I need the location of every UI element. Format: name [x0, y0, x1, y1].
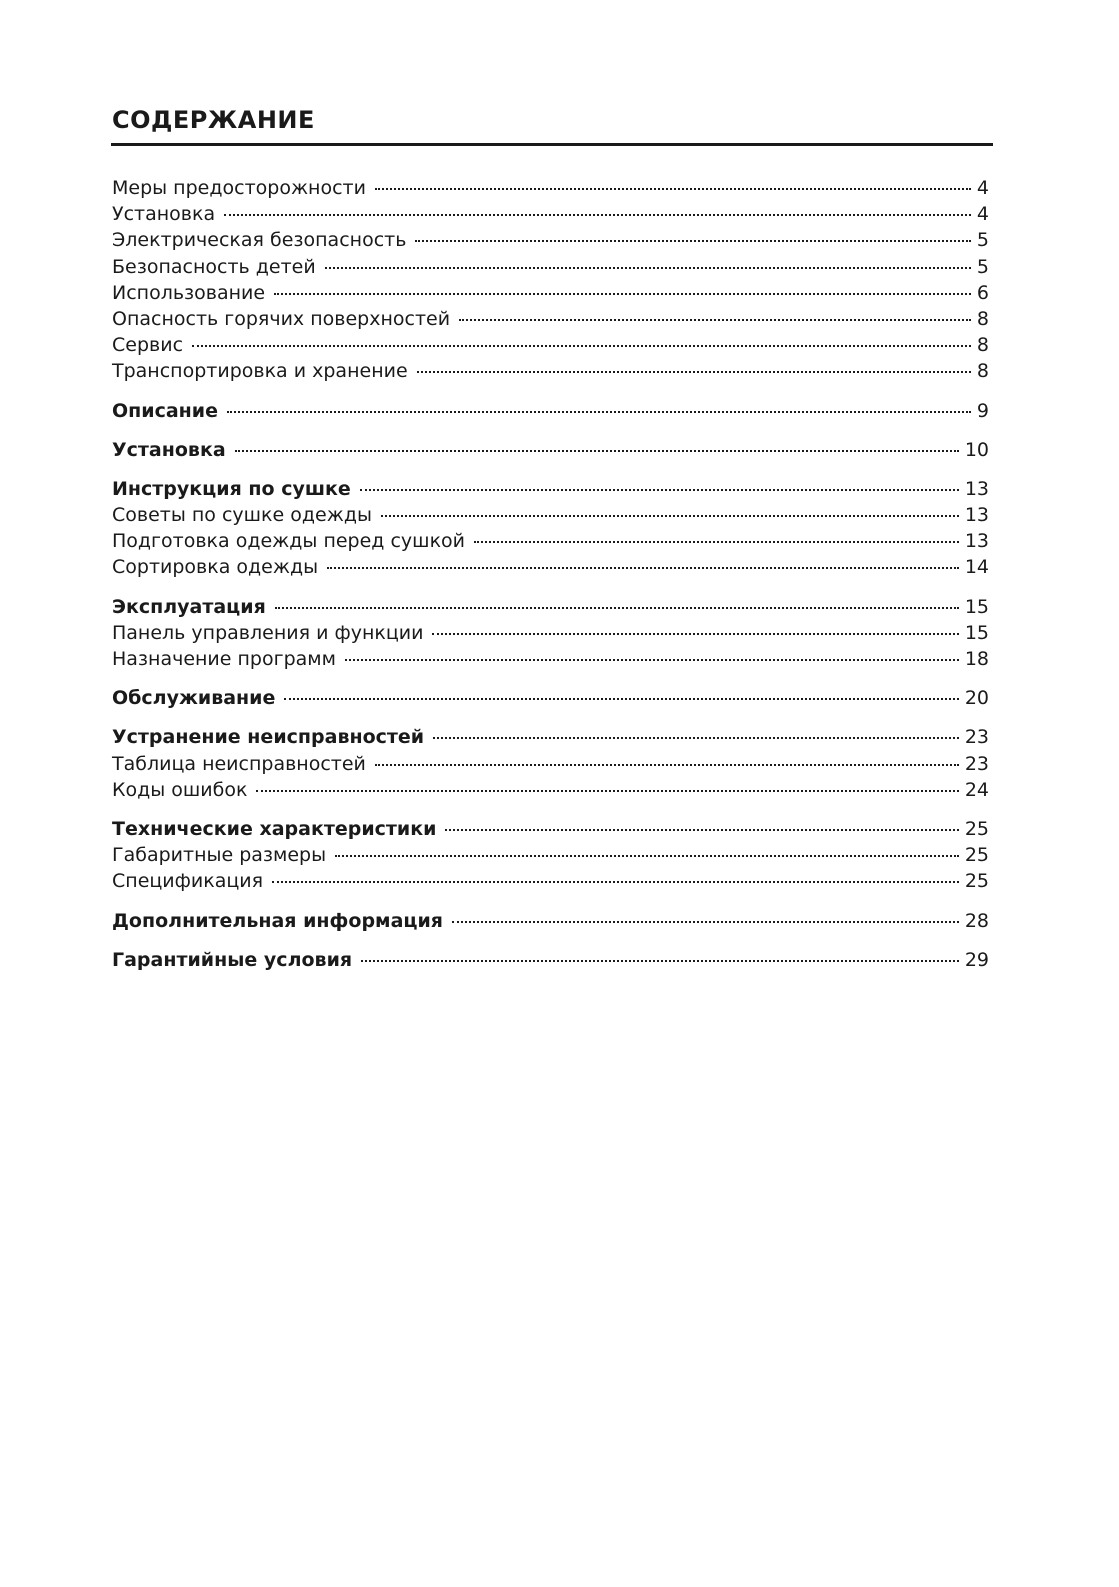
toc-subsection-entry[interactable] — [112, 844, 989, 870]
toc-entry-label: Эксплуатация — [112, 595, 266, 618]
toc-entry-label: Назначение программ — [112, 648, 336, 670]
dot-leader — [235, 450, 959, 452]
toc-page-number: 18 — [964, 648, 989, 670]
toc-page-number: 25 — [964, 870, 989, 893]
dot-leader — [256, 790, 958, 792]
toc-section-entry[interactable] — [112, 400, 989, 426]
toc-subsection-entry[interactable] — [112, 256, 989, 282]
toc-page-number: 25 — [964, 817, 989, 840]
toc-entry-label: Опасность горячих поверхностей — [112, 307, 451, 330]
toc-page-number: 25 — [964, 844, 989, 867]
toc-page-number: 24 — [964, 778, 989, 801]
title-divider — [111, 143, 993, 146]
toc-entry-label: Спецификация — [112, 870, 264, 893]
toc-subsection-entry[interactable] — [112, 648, 989, 674]
dot-leader — [192, 345, 971, 347]
toc-page-number: 23 — [964, 726, 989, 749]
dot-leader — [459, 319, 971, 321]
toc-entry-label: Технические характеристики — [112, 817, 437, 840]
toc-group — [112, 177, 989, 387]
toc-subsection-entry[interactable] — [112, 870, 989, 896]
toc-section-entry[interactable] — [112, 687, 989, 713]
dot-leader — [325, 267, 971, 269]
toc-page-number: 13 — [964, 504, 989, 527]
toc-entry-label: Электрическая безопасность — [112, 229, 407, 252]
toc-entry-label: Габаритные размеры — [112, 844, 327, 867]
toc-page-number: 5 — [976, 229, 989, 252]
toc-section-entry[interactable] — [112, 478, 989, 504]
toc-subsection-entry[interactable] — [112, 530, 989, 556]
toc-entry-label: Сервис — [112, 334, 184, 357]
toc-subsection-entry[interactable] — [112, 203, 989, 229]
toc-entry-label: Подготовка одежды перед сушкой — [112, 530, 466, 553]
toc-subsection-entry[interactable] — [112, 753, 989, 779]
dot-leader — [272, 881, 959, 883]
toc-entry-label: Таблица неисправностей — [112, 752, 366, 775]
toc-page-number: 4 — [976, 177, 989, 199]
dot-leader — [227, 411, 971, 413]
toc-page-number: 29 — [964, 948, 989, 971]
toc-page-number: 4 — [976, 203, 989, 226]
toc-entry-label: Транспортировка и хранение — [112, 360, 408, 383]
page-title: СОДЕРЖАНИЕ — [112, 106, 315, 134]
toc-entry-label: Коды ошибок — [112, 778, 248, 801]
toc-entry-label: Обслуживание — [112, 687, 276, 710]
dot-leader — [432, 633, 958, 635]
toc-subsection-entry[interactable] — [112, 229, 989, 255]
toc-entry-label: Советы по сушке одежды — [112, 504, 372, 527]
dot-leader — [345, 659, 959, 661]
toc-entry-label: Устранение неисправностей — [112, 726, 425, 749]
toc-entry-label: Установка — [112, 203, 216, 226]
toc-entry-label: Использование — [112, 281, 266, 304]
toc-subsection-entry[interactable] — [112, 177, 989, 203]
toc-subsection-entry[interactable] — [112, 360, 989, 386]
toc-page-number: 13 — [964, 530, 989, 553]
toc-page-number: 5 — [976, 255, 989, 278]
toc-subsection-entry[interactable] — [112, 622, 989, 648]
toc-entry-label: Панель управления и функции — [112, 621, 424, 644]
toc-entry-label: Установка — [112, 438, 226, 461]
dot-leader — [381, 515, 959, 517]
toc-entry-label: Безопасность детей — [112, 255, 316, 278]
dot-leader — [275, 607, 959, 609]
toc-subsection-entry[interactable] — [112, 334, 989, 360]
dot-leader — [445, 829, 958, 831]
toc-page-number: 15 — [964, 595, 989, 618]
toc-subsection-entry[interactable] — [112, 282, 989, 308]
toc-group — [112, 439, 989, 465]
table-of-contents — [112, 177, 989, 988]
toc-section-entry[interactable] — [112, 818, 989, 844]
toc-page-number: 10 — [964, 438, 989, 461]
toc-section-entry[interactable] — [112, 596, 989, 622]
toc-entry-label: Описание — [112, 399, 219, 422]
toc-page-number: 8 — [976, 307, 989, 330]
toc-subsection-entry[interactable] — [112, 779, 989, 805]
dot-leader — [452, 921, 959, 923]
dot-leader — [417, 371, 971, 373]
toc-page-number: 15 — [964, 621, 989, 644]
toc-page-number: 9 — [976, 399, 989, 422]
toc-entry-label: Дополнительная информация — [112, 909, 443, 932]
dot-leader — [375, 188, 971, 190]
toc-entry-label: Инструкция по сушке — [112, 477, 351, 500]
dot-leader — [361, 960, 959, 962]
toc-group — [112, 949, 989, 975]
toc-section-entry[interactable] — [112, 726, 989, 752]
toc-entry-label: Сортировка одежды — [112, 556, 319, 579]
toc-section-entry[interactable] — [112, 949, 989, 975]
toc-group — [112, 726, 989, 805]
dot-leader — [284, 698, 958, 700]
toc-page-number: 28 — [964, 909, 989, 932]
toc-page-number: 8 — [976, 334, 989, 357]
dot-leader — [474, 541, 959, 543]
toc-subsection-entry[interactable] — [112, 308, 989, 334]
dot-leader — [327, 567, 959, 569]
dot-leader — [433, 737, 959, 739]
dot-leader — [274, 293, 971, 295]
toc-entry-label: Гарантийные условия — [112, 948, 353, 971]
toc-page-number: 6 — [976, 281, 989, 304]
dot-leader — [415, 240, 970, 242]
toc-page-number: 8 — [976, 360, 989, 383]
toc-page-number: 13 — [964, 477, 989, 500]
toc-page-number: 20 — [964, 687, 989, 710]
toc-section-entry[interactable] — [112, 439, 989, 465]
toc-subsection-entry[interactable] — [112, 504, 989, 530]
dot-leader — [335, 855, 959, 857]
toc-page-number: 23 — [964, 752, 989, 775]
toc-section-entry[interactable] — [112, 910, 989, 936]
toc-group — [112, 596, 989, 675]
toc-entry-label: Меры предосторожности — [112, 177, 366, 199]
dot-leader — [360, 489, 959, 491]
dot-leader — [375, 764, 959, 766]
toc-page-number: 14 — [964, 556, 989, 579]
toc-group — [112, 910, 989, 936]
toc-group — [112, 687, 989, 713]
toc-subsection-entry[interactable] — [112, 556, 989, 582]
toc-group — [112, 818, 989, 897]
toc-group — [112, 478, 989, 583]
dot-leader — [224, 214, 971, 216]
toc-group — [112, 400, 989, 426]
